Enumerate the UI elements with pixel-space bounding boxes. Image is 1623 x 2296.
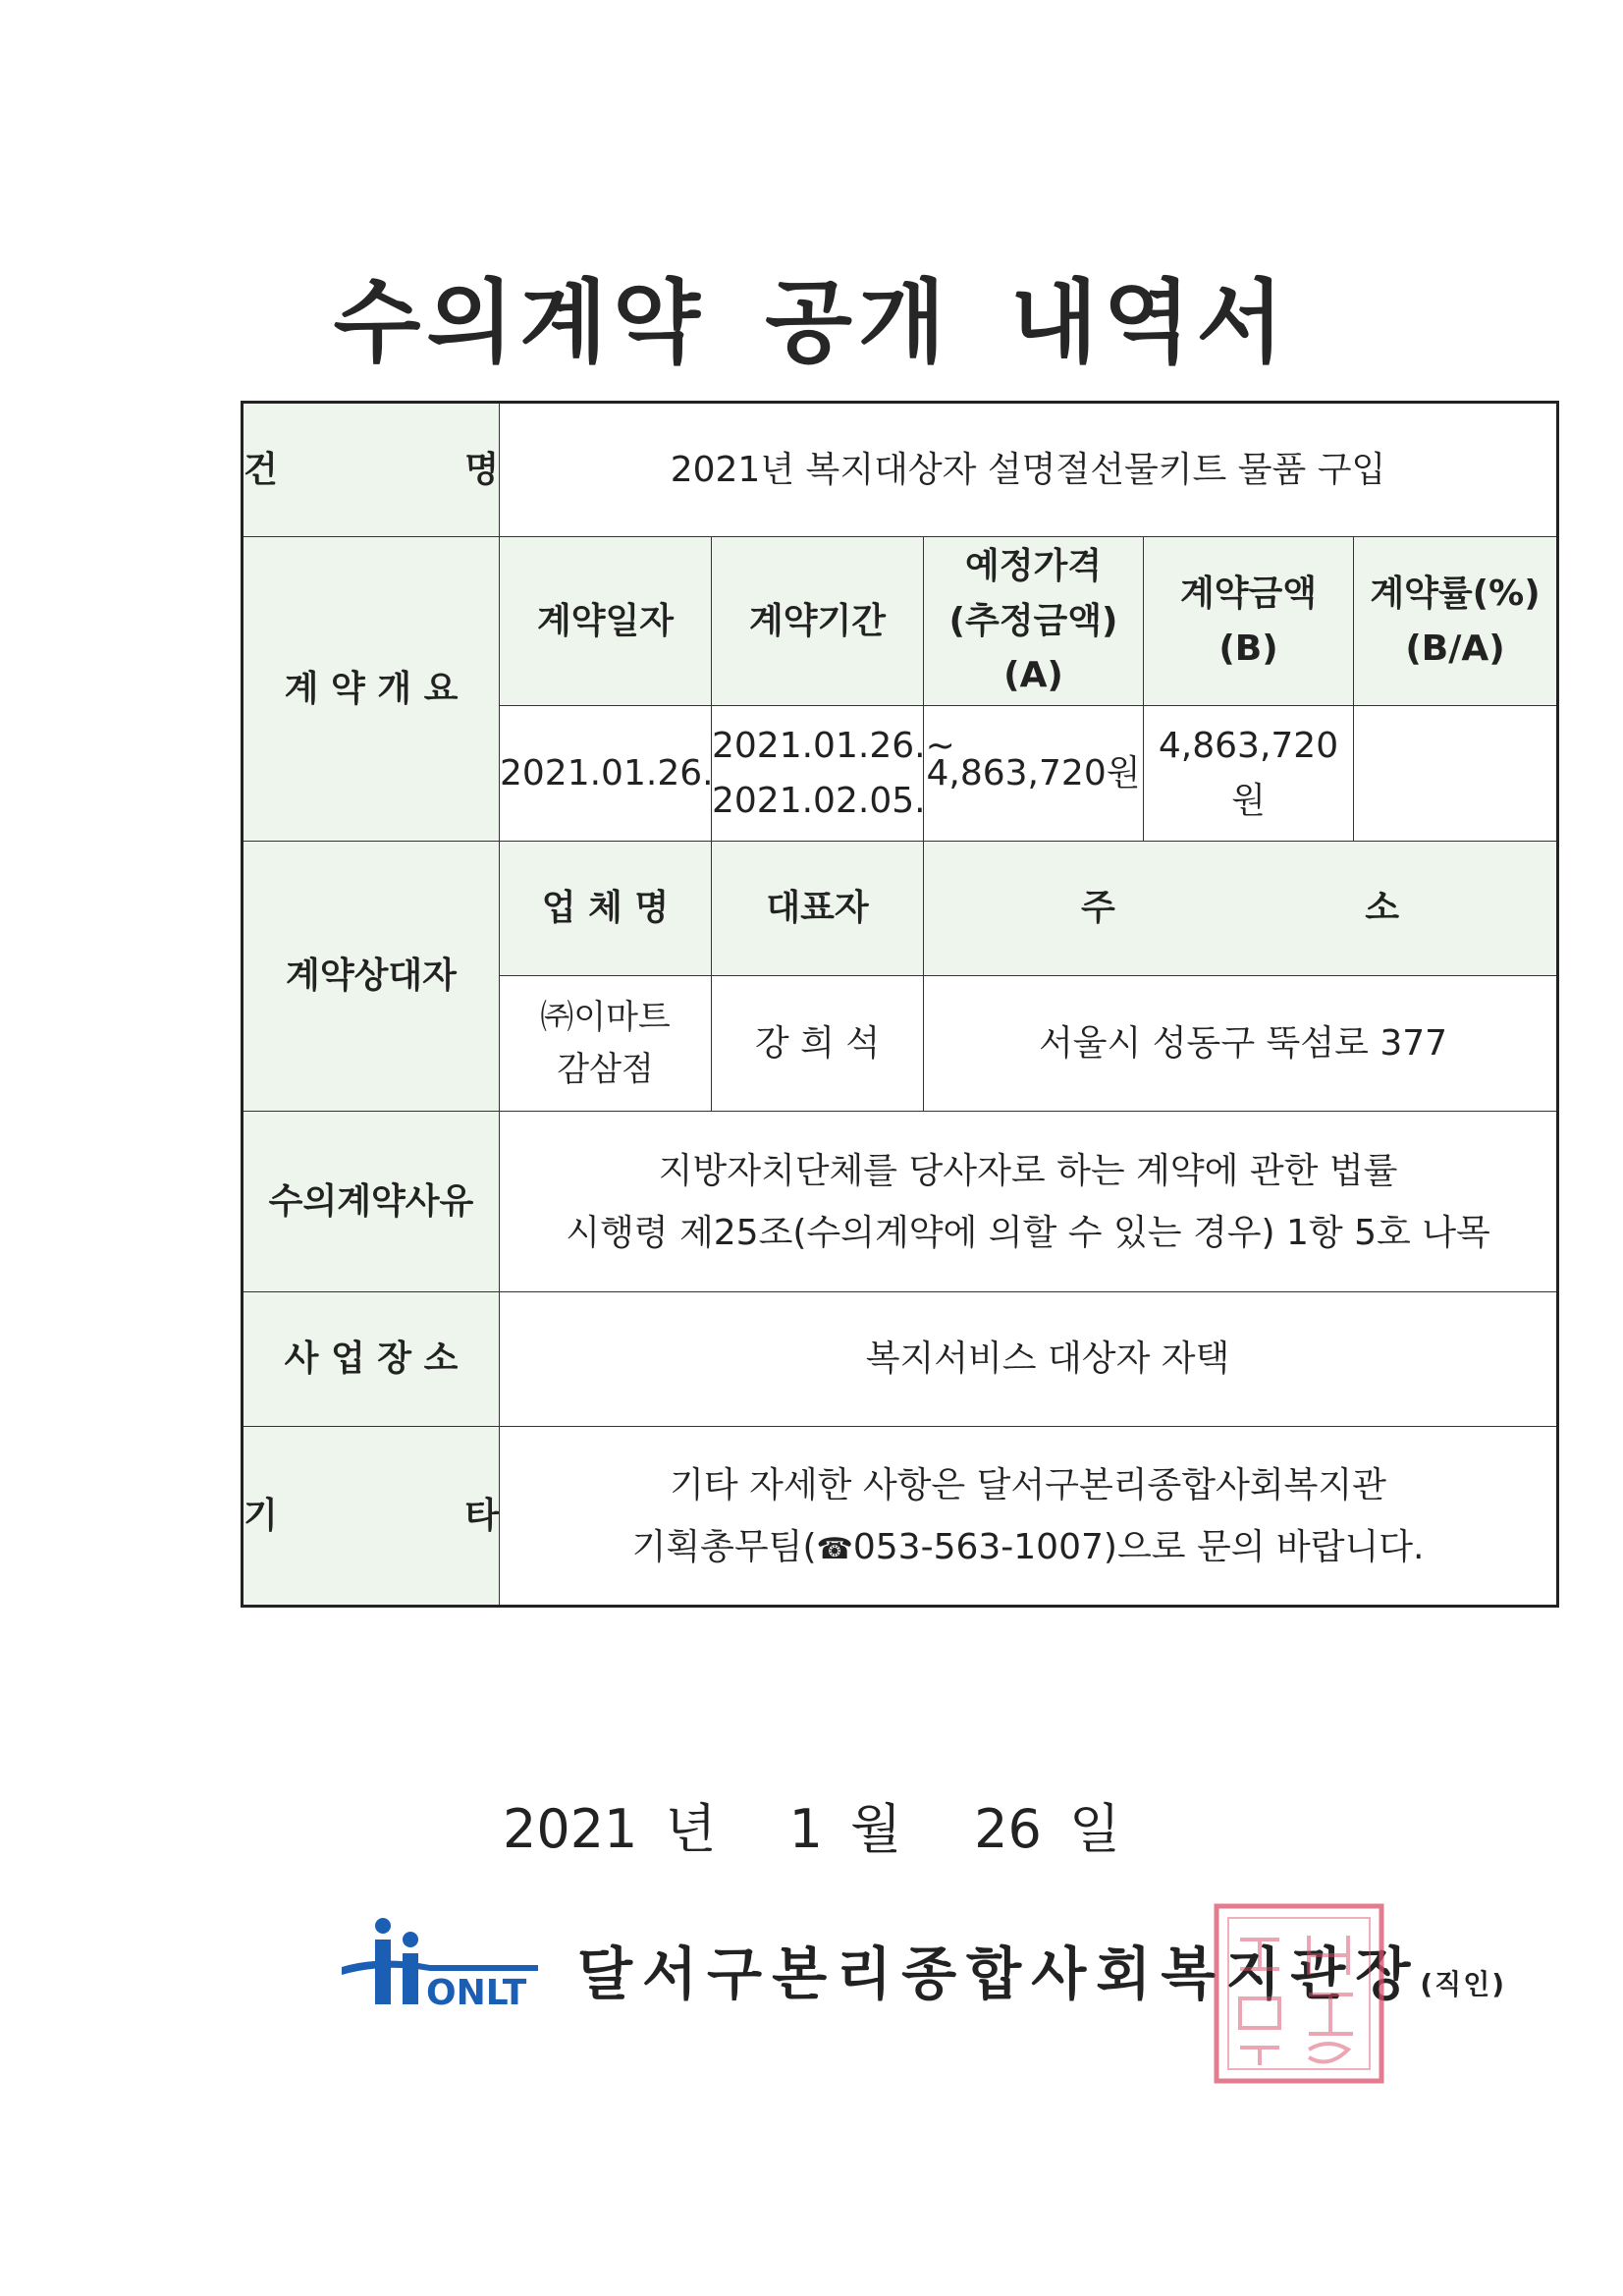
estimated-price: 4,863,720원: [924, 706, 1144, 842]
project-row: [243, 403, 1558, 537]
document-date: 2021 년 1 월 26 일: [502, 1798, 1121, 1860]
header-contract-date: 계약일자: [500, 537, 712, 706]
page-title: 수의계약 공개 내역서: [333, 270, 1290, 375]
organization-name: 달서구본리종합사회복지관장(직인): [577, 1941, 1507, 2007]
welfare-center-logo-icon: [342, 1912, 538, 2010]
project-value: 2021년 복지대상자 설명절선물키트 물품 구입: [500, 403, 1558, 537]
svg-text:ONLT: ONLT: [426, 1973, 527, 2010]
summary-label: 계 약 개 요: [243, 537, 500, 842]
representative: 강 희 석: [712, 976, 924, 1112]
header-estimated-price: 예정가격 (추정금액)(A): [924, 537, 1144, 706]
address: 서울시 성동구 뚝섬로 377: [924, 976, 1558, 1112]
reason-label: 수의계약사유: [243, 1112, 500, 1292]
counterparty-header-row: [243, 842, 1558, 976]
header-company: 업 체 명: [500, 842, 712, 976]
contract-amount: 4,863,720원: [1144, 706, 1354, 842]
site-value: 복지서비스 대상자 자택: [500, 1292, 1558, 1427]
project-label: 건 명: [243, 403, 500, 537]
header-representative: 대표자: [712, 842, 924, 976]
contract-date: 2021.01.26.: [500, 706, 712, 842]
reason-value: 지방자치단체를 당사자로 하는 계약에 관한 법률 시행령 제25조(수의계약에 의할 수 있는 경우) 1항 5호 나목: [500, 1112, 1558, 1292]
etc-row: [243, 1427, 1558, 1607]
contract-rate: [1354, 706, 1558, 842]
site-row: [243, 1292, 1558, 1427]
official-seal-stamp-icon: [1211, 1900, 1387, 2087]
summary-header-row: [243, 537, 1558, 706]
header-contract-rate: 계약률(%) (B/A): [1354, 537, 1558, 706]
counterparty-label: 계약상대자: [243, 842, 500, 1112]
contract-period: 2021.01.26.~ 2021.02.05.: [712, 706, 924, 842]
company-name: ㈜이마트 감삼점: [500, 976, 712, 1112]
header-contract-period: 계약기간: [712, 537, 924, 706]
telephone-icon: ☎: [816, 1531, 853, 1566]
etc-label: 기 타: [243, 1427, 500, 1607]
etc-value: 기타 자세한 사항은 달서구본리종합사회복지관 기획총무팀(☎053-563-1007)으로 문의 바랍니다.: [500, 1427, 1558, 1607]
site-label: 사 업 장 소: [243, 1292, 500, 1427]
header-address: 주 소: [924, 842, 1558, 976]
header-contract-amount: 계약금액 (B): [1144, 537, 1354, 706]
footer-signature: [342, 1900, 1507, 2018]
contract-table: [241, 401, 1559, 1608]
reason-row: [243, 1112, 1558, 1292]
